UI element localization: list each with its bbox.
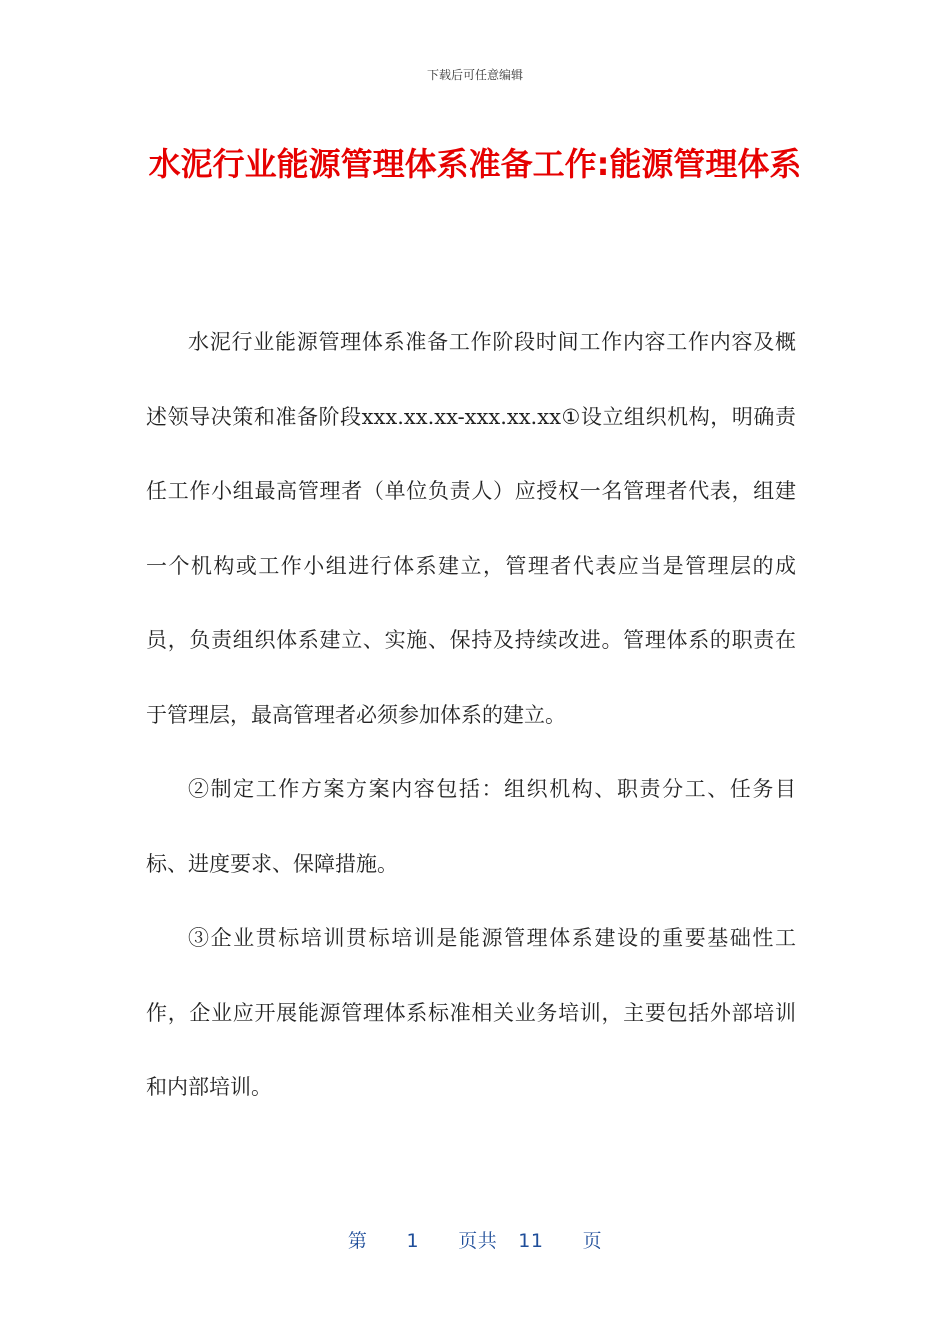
footer-prefix: 第 bbox=[347, 1230, 368, 1252]
footer-suffix: 页 bbox=[582, 1230, 603, 1252]
page-header: 下载后可任意编辑 bbox=[426, 68, 523, 82]
footer-total-pages: 11 bbox=[518, 1230, 544, 1252]
page-footer bbox=[0, 1226, 950, 1253]
footer-current-page: 1 bbox=[406, 1230, 420, 1252]
paragraph-2: ②制定工作方案方案内容包括：组织机构、职责分工、任务目标、进度要求、保障措施。 bbox=[146, 777, 796, 876]
footer-middle: 页共 bbox=[458, 1230, 498, 1252]
paragraph-1: 水泥行业能源管理体系准备工作阶段时间工作内容工作内容及概述领导决策和准备阶段xxx.xx.xx-xxx.xx.xx①设立组织机构，明确责任工作小组最高管理者（单位负责人）应授权一名管理者代表，组建一个机构或工作小组进行体系建立，管理者代表应当是管理层的成员，负责组织体系建立、实施、保持及持续改进。管理体系的职责在于管理层，最高管理者必须参加体系的建立。 bbox=[146, 330, 796, 727]
paragraph-3: ③企业贯标培训贯标培训是能源管理体系建设的重要基础性工作，企业应开展能源管理体系标准相关业务培训，主要包括外部培训和内部培训。 bbox=[146, 926, 796, 1099]
document-body bbox=[146, 305, 796, 1125]
document-title: 水泥行业能源管理体系准备工作:能源管理体系 bbox=[148, 145, 802, 183]
